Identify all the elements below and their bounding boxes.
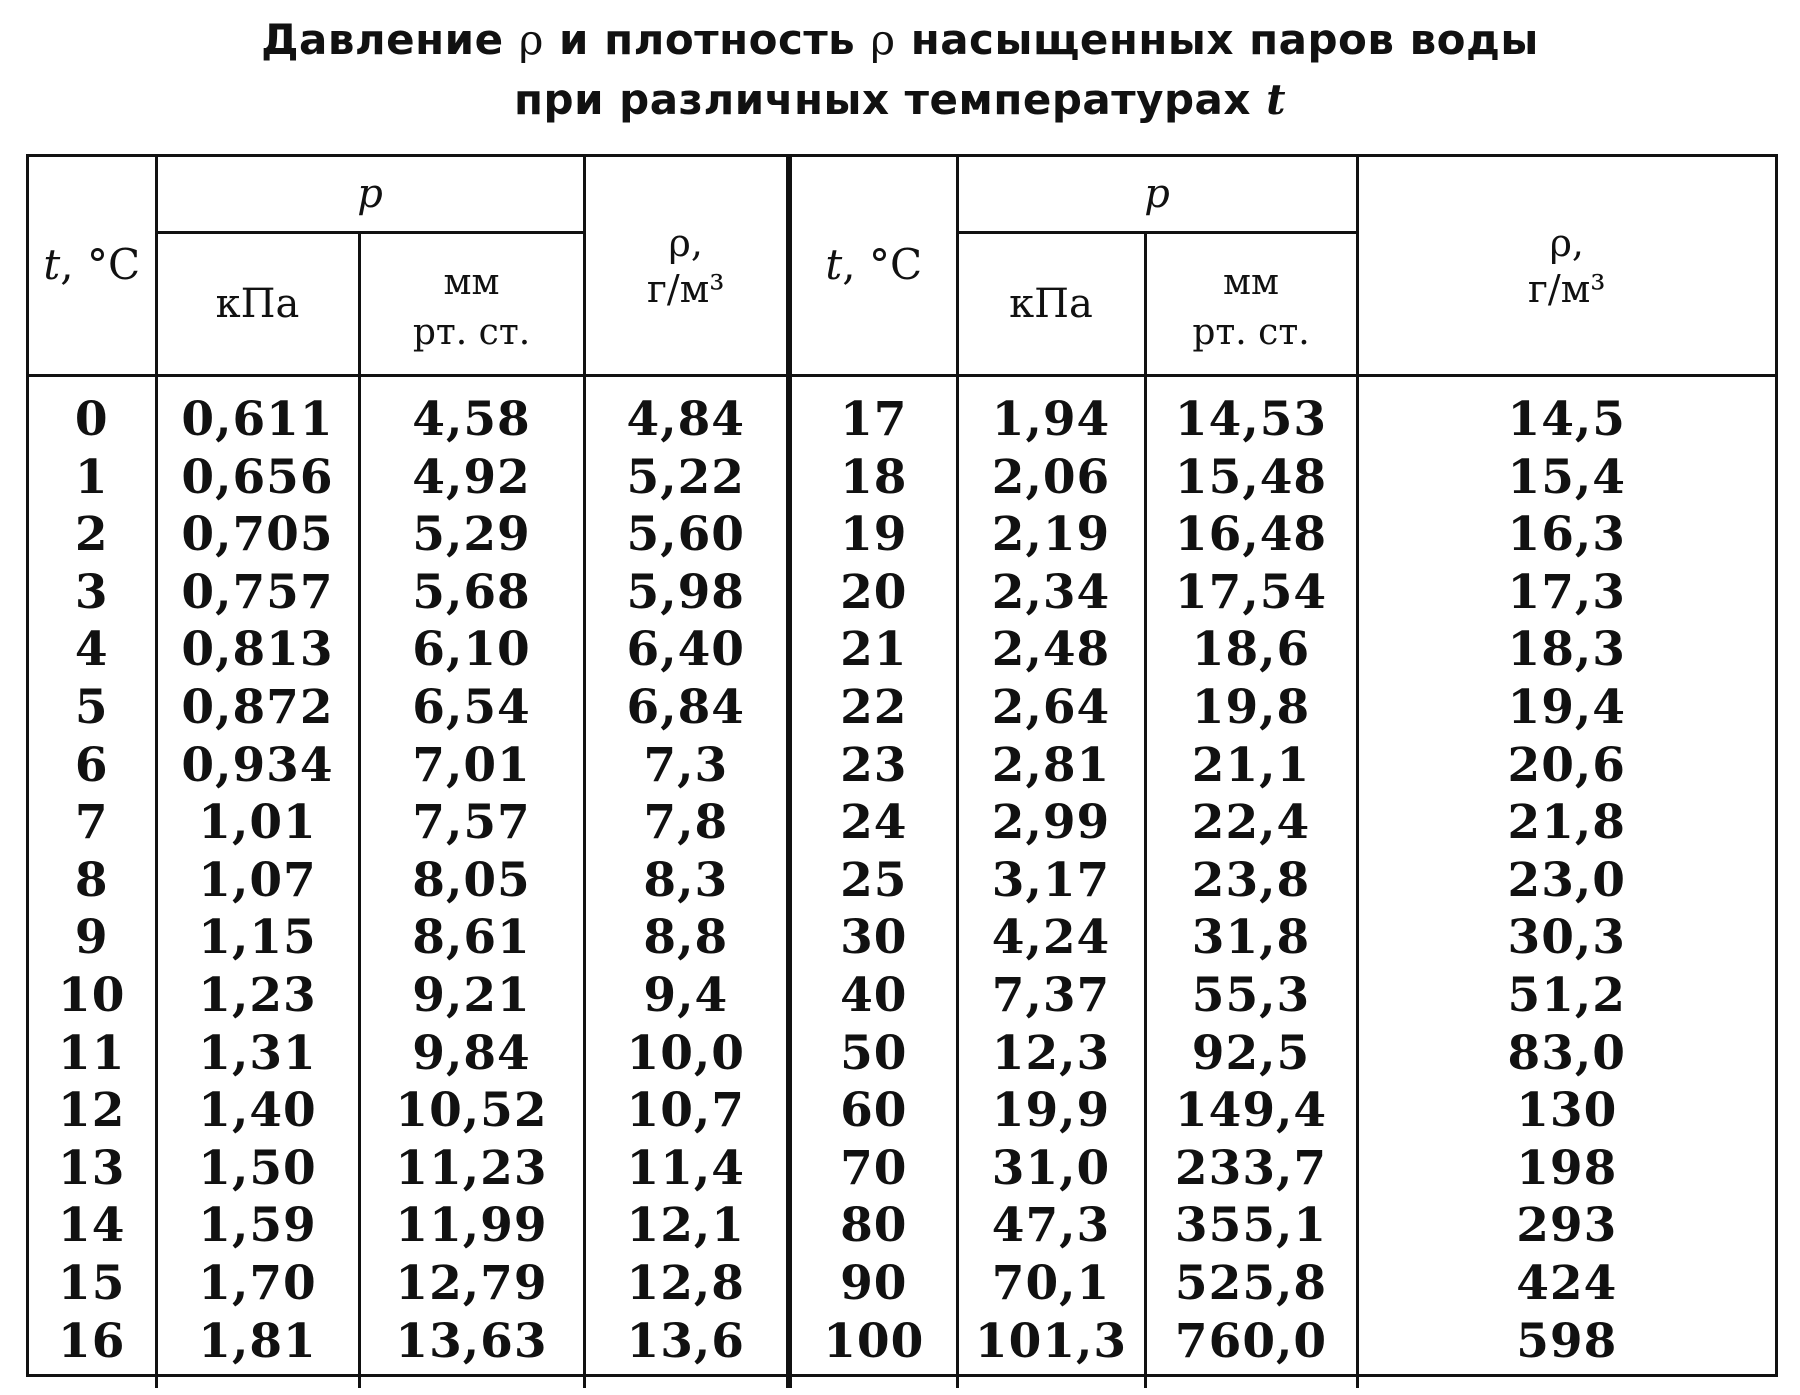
cell-pressure-mmhg: 23,8 [1145, 852, 1357, 910]
cell-density: 20,6 [1357, 737, 1775, 795]
table-body [29, 376, 1775, 1389]
table-row [29, 1082, 1775, 1140]
header-temperature [29, 157, 156, 376]
table-row [29, 376, 1775, 449]
cell-density: 19,4 [1357, 679, 1775, 737]
cell-temperature: 16 [58, 1313, 126, 1369]
title-text: Давление [261, 15, 519, 64]
cell-temperature: 8 [74, 852, 109, 908]
header-pressure: p [957, 157, 1357, 233]
cell-pressure-kpa: 1,70 [156, 1255, 359, 1313]
header-rho: ρ, [668, 220, 703, 265]
cell-density: 16,3 [1357, 506, 1775, 564]
cell-pressure-kpa: 19,9 [957, 1082, 1145, 1140]
cell-density: 7,8 [584, 794, 789, 852]
cell-pressure-mmhg: 4,92 [359, 449, 584, 507]
header-mmhg [359, 233, 584, 376]
cell-density: 6,40 [584, 621, 789, 679]
title-line-2 [0, 70, 1800, 130]
header-row-1 [29, 157, 1775, 233]
cell-pressure-kpa: 3,17 [957, 852, 1145, 910]
cell-density: 7,3 [584, 737, 789, 795]
header-mm-unit: рт. ст. [412, 312, 531, 353]
cell-pressure-mmhg: 16,48 [1145, 506, 1357, 564]
cell-pressure-mmhg: 8,05 [359, 852, 584, 910]
cell-density: 23,0 [1357, 852, 1775, 910]
cell-pressure-mmhg: 18,6 [1145, 621, 1357, 679]
cell-temperature: 20 [789, 564, 957, 622]
cell-pressure-mmhg: 8,61 [359, 909, 584, 967]
cell-pressure-mmhg: 5,29 [359, 506, 584, 564]
cell-pressure-mmhg: 15,48 [1145, 449, 1357, 507]
title-text: насыщенных паров воды [895, 15, 1539, 64]
cell-pressure-mmhg: 9,84 [359, 1025, 584, 1083]
header-mm-unit: рт. ст. [1192, 312, 1310, 353]
cell-temperature: 5 [74, 679, 109, 735]
title-text: и плотность [543, 15, 871, 64]
cell-pressure-kpa: 1,40 [156, 1082, 359, 1140]
cell-pressure-kpa: 7,37 [957, 967, 1145, 1025]
table-row [29, 1255, 1775, 1313]
cell-pressure-mmhg: 5,68 [359, 564, 584, 622]
cell-density: 13,6 [584, 1313, 789, 1389]
cell-temperature: 40 [789, 967, 957, 1025]
cell-pressure-mmhg: 9,21 [359, 967, 584, 1025]
cell-pressure-kpa: 2,48 [957, 621, 1145, 679]
cell-pressure-kpa: 1,81 [156, 1313, 359, 1389]
cell-pressure-kpa: 1,31 [156, 1025, 359, 1083]
cell-pressure-kpa: 1,07 [156, 852, 359, 910]
header-rho-unit: г/м³ [647, 266, 725, 311]
cell-density: 15,4 [1357, 449, 1775, 507]
cell-pressure-kpa: 2,99 [957, 794, 1145, 852]
cell-temperature: 3 [74, 564, 109, 620]
table-row [29, 794, 1775, 852]
header-mm: мм [443, 262, 500, 303]
cell-pressure-kpa: 1,59 [156, 1197, 359, 1255]
cell-temperature: 21 [789, 621, 957, 679]
cell-temperature: 80 [789, 1197, 957, 1255]
cell-temperature: 2 [74, 507, 109, 563]
cell-pressure-mmhg: 22,4 [1145, 794, 1357, 852]
cell-density: 21,8 [1357, 794, 1775, 852]
header-mmhg [1145, 233, 1357, 376]
cell-pressure-kpa: 1,50 [156, 1140, 359, 1198]
cell-density: 5,60 [584, 506, 789, 564]
cell-density: 10,7 [584, 1082, 789, 1140]
header-rho: ρ, [1549, 220, 1584, 265]
cell-pressure-kpa: 0,872 [156, 679, 359, 737]
cell-pressure-mmhg: 11,99 [359, 1197, 584, 1255]
cell-pressure-mmhg: 760,0 [1145, 1313, 1357, 1389]
cell-temperature: 13 [58, 1140, 126, 1196]
cell-temperature: 1 [74, 449, 109, 505]
header-temperature [789, 157, 957, 376]
cell-temperature: 18 [789, 449, 957, 507]
table-row [29, 506, 1775, 564]
cell-density: 9,4 [584, 967, 789, 1025]
cell-temperature: 90 [789, 1255, 957, 1313]
title-variable-t: t [1266, 75, 1286, 124]
cell-pressure-kpa: 70,1 [957, 1255, 1145, 1313]
cell-density: 10,0 [584, 1025, 789, 1083]
cell-temperature: 4 [74, 622, 109, 678]
cell-density: 83,0 [1357, 1025, 1775, 1083]
cell-density: 130 [1357, 1082, 1775, 1140]
title-text: при различных температурах [514, 75, 1267, 124]
cell-pressure-mmhg: 7,57 [359, 794, 584, 852]
cell-pressure-mmhg: 10,52 [359, 1082, 584, 1140]
cell-temperature: 7 [74, 795, 109, 851]
header-kpa: кПа [957, 233, 1145, 376]
table-row [29, 737, 1775, 795]
cell-pressure-kpa: 1,01 [156, 794, 359, 852]
cell-pressure-kpa: 0,934 [156, 737, 359, 795]
header-rho-unit: г/м³ [1528, 266, 1606, 311]
cell-density: 51,2 [1357, 967, 1775, 1025]
cell-pressure-kpa: 2,34 [957, 564, 1145, 622]
cell-density: 5,98 [584, 564, 789, 622]
cell-pressure-kpa: 0,656 [156, 449, 359, 507]
table-row [29, 967, 1775, 1025]
cell-pressure-mmhg: 31,8 [1145, 909, 1357, 967]
header-density [584, 157, 789, 376]
header-mm: мм [1223, 262, 1280, 303]
header-density [1357, 157, 1775, 376]
cell-pressure-kpa: 2,81 [957, 737, 1145, 795]
header-t-unit: , °C [60, 240, 141, 290]
header-t-unit: , °C [842, 240, 923, 290]
cell-temperature: 19 [789, 506, 957, 564]
header-kpa: кПа [156, 233, 359, 376]
cell-pressure-kpa: 2,19 [957, 506, 1145, 564]
cell-pressure-mmhg: 7,01 [359, 737, 584, 795]
cell-density: 14,5 [1357, 376, 1775, 449]
cell-temperature: 60 [789, 1082, 957, 1140]
cell-density: 6,84 [584, 679, 789, 737]
cell-pressure-kpa: 31,0 [957, 1140, 1145, 1198]
cell-pressure-mmhg: 55,3 [1145, 967, 1357, 1025]
cell-pressure-kpa: 1,15 [156, 909, 359, 967]
cell-pressure-kpa: 1,23 [156, 967, 359, 1025]
cell-temperature: 22 [789, 679, 957, 737]
cell-pressure-kpa: 4,24 [957, 909, 1145, 967]
cell-density: 293 [1357, 1197, 1775, 1255]
table-row [29, 679, 1775, 737]
cell-pressure-mmhg: 92,5 [1145, 1025, 1357, 1083]
cell-pressure-mmhg: 6,10 [359, 621, 584, 679]
table-row [29, 621, 1775, 679]
table-row [29, 852, 1775, 910]
cell-pressure-mmhg: 19,8 [1145, 679, 1357, 737]
cell-pressure-mmhg: 525,8 [1145, 1255, 1357, 1313]
cell-pressure-kpa: 0,757 [156, 564, 359, 622]
cell-pressure-mmhg: 4,58 [359, 376, 584, 449]
table-row [29, 449, 1775, 507]
cell-temperature: 17 [789, 376, 957, 449]
header-pressure: p [156, 157, 584, 233]
cell-temperature: 70 [789, 1140, 957, 1198]
cell-temperature: 100 [789, 1313, 957, 1389]
cell-temperature: 15 [58, 1255, 126, 1311]
cell-temperature: 24 [789, 794, 957, 852]
cell-temperature: 10 [58, 967, 126, 1023]
cell-pressure-mmhg: 233,7 [1145, 1140, 1357, 1198]
vapor-pressure-table [29, 157, 1775, 1388]
cell-pressure-mmhg: 355,1 [1145, 1197, 1357, 1255]
cell-pressure-kpa: 0,611 [156, 376, 359, 449]
table-row [29, 1197, 1775, 1255]
cell-density: 8,3 [584, 852, 789, 910]
cell-density: 12,1 [584, 1197, 789, 1255]
cell-pressure-mmhg: 21,1 [1145, 737, 1357, 795]
cell-density: 4,84 [584, 376, 789, 449]
cell-temperature: 30 [789, 909, 957, 967]
cell-temperature: 25 [789, 852, 957, 910]
title-symbol-rho: ρ [870, 15, 896, 64]
cell-density: 198 [1357, 1140, 1775, 1198]
cell-density: 8,8 [584, 909, 789, 967]
cell-density: 12,8 [584, 1255, 789, 1313]
table-row [29, 1025, 1775, 1083]
cell-pressure-mmhg: 12,79 [359, 1255, 584, 1313]
cell-density: 11,4 [584, 1140, 789, 1198]
cell-pressure-kpa: 2,06 [957, 449, 1145, 507]
cell-pressure-mmhg: 17,54 [1145, 564, 1357, 622]
cell-pressure-mmhg: 149,4 [1145, 1082, 1357, 1140]
page-title [0, 10, 1800, 130]
cell-density: 5,22 [584, 449, 789, 507]
header-t-var: t [825, 240, 843, 290]
header-t-var: t [43, 240, 61, 290]
cell-pressure-kpa: 47,3 [957, 1197, 1145, 1255]
cell-temperature: 23 [789, 737, 957, 795]
table-row [29, 564, 1775, 622]
table-row [29, 1313, 1775, 1389]
table-row [29, 1140, 1775, 1198]
cell-pressure-kpa: 0,813 [156, 621, 359, 679]
cell-density: 424 [1357, 1255, 1775, 1313]
title-line-1 [0, 10, 1800, 70]
cell-density: 30,3 [1357, 909, 1775, 967]
cell-pressure-mmhg: 11,23 [359, 1140, 584, 1198]
cell-pressure-mmhg: 6,54 [359, 679, 584, 737]
cell-temperature: 9 [74, 910, 109, 966]
cell-temperature: 6 [74, 737, 109, 793]
cell-temperature: 0 [74, 392, 109, 447]
cell-pressure-mmhg: 14,53 [1145, 376, 1357, 449]
cell-temperature: 14 [58, 1198, 126, 1254]
cell-temperature: 50 [789, 1025, 957, 1083]
cell-density: 598 [1357, 1313, 1775, 1389]
table-row [29, 909, 1775, 967]
cell-pressure-mmhg: 13,63 [359, 1313, 584, 1389]
cell-pressure-kpa: 12,3 [957, 1025, 1145, 1083]
cell-pressure-kpa: 1,94 [957, 376, 1145, 449]
cell-pressure-kpa: 101,3 [957, 1313, 1145, 1389]
cell-temperature: 12 [58, 1083, 126, 1139]
title-symbol-p: ρ [518, 15, 544, 64]
cell-density: 17,3 [1357, 564, 1775, 622]
cell-temperature: 11 [58, 1025, 126, 1081]
cell-density: 18,3 [1357, 621, 1775, 679]
cell-pressure-kpa: 0,705 [156, 506, 359, 564]
cell-pressure-kpa: 2,64 [957, 679, 1145, 737]
